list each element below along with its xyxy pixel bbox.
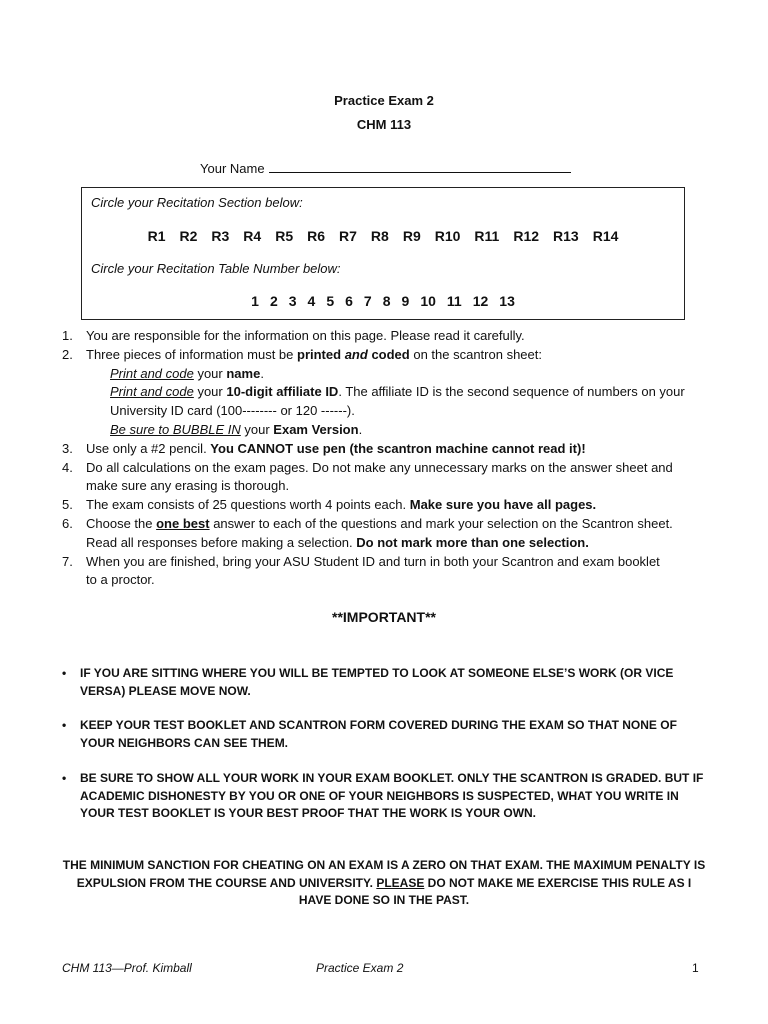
section-label: Circle your Recitation Section below:	[91, 195, 303, 210]
recitation-section-option[interactable]: R1	[147, 228, 166, 244]
instruction-item: 5. The exam consists of 25 questions worth 4 points each. Make sure you have all pages.	[62, 497, 597, 513]
course-code: CHM 113	[356, 117, 412, 132]
recitation-section-option[interactable]: R2	[179, 228, 198, 244]
recitation-section-option[interactable]: R9	[402, 228, 421, 244]
recitation-section-option[interactable]: R8	[370, 228, 389, 244]
instruction-subitem: Print and code your 10-digit affiliate ID. The affiliate ID is the second sequence of numbers on your University ID card (100-------- or 120 ------).	[110, 384, 685, 419]
instruction-subitem: Be sure to BUBBLE IN your Exam Version.	[110, 421, 363, 437]
recitation-table-option[interactable]: 6	[345, 293, 353, 309]
recitation-table-option[interactable]: 7	[363, 293, 372, 309]
recitation-section-option[interactable]: R10	[434, 228, 461, 244]
recitation-table-option[interactable]: 10	[420, 293, 436, 309]
recitation-table-option[interactable]: 2	[269, 293, 278, 309]
instruction-item: 3. Use only a #2 pencil. You CANNOT use pen (the scantron machine cannot read it)!	[62, 440, 586, 456]
footer-title: Practice Exam 2	[316, 961, 404, 975]
important-bullet: • IF YOU ARE SITTING WHERE YOU WILL BE TEMPTED TO LOOK AT SOMEONE ELSE’S WORK (OR VICE VERSA) PLEASE MOVE NOW.	[62, 666, 674, 698]
important-heading: **IMPORTANT**	[332, 609, 436, 625]
recitation-section-option[interactable]: R11	[474, 228, 500, 244]
name-row	[200, 160, 571, 176]
recitation-table-option[interactable]: 9	[401, 293, 410, 309]
name-label: Your Name	[200, 161, 265, 176]
instruction-item: 4. Do all calculations on the exam pages. Do not make any unnecessary marks on the answer sheet and make sure any erasing is thorough.	[62, 459, 673, 494]
instruction-item: 2. Three pieces of information must be printed and coded on the scantron sheet: Print and code your name. Print and code your 10-digit affiliate ID. The affiliate ID is the second sequence of numbers on your University ID card (100-------- or 120 ------). Be sure to BUBBLE IN your Exam Version.	[62, 346, 712, 440]
recitation-box	[81, 187, 685, 320]
table-label: Circle your Recitation Table Number below:	[91, 261, 341, 276]
recitation-section-option[interactable]: R13	[553, 228, 579, 244]
recitation-table-option[interactable]: 5	[326, 293, 335, 309]
recitation-table-option[interactable]: 12	[472, 293, 489, 309]
recitation-section-option[interactable]: R6	[307, 228, 326, 244]
recitation-section-option[interactable]: R14	[592, 228, 619, 244]
exam-title: Practice Exam 2	[334, 93, 434, 108]
recitation-table-option[interactable]: 13	[499, 293, 515, 309]
important-bullet: • KEEP YOUR TEST BOOKLET AND SCANTRON FORM COVERED DURING THE EXAM SO THAT NONE OF YOUR NEIGHBORS CAN SEE THEM.	[62, 718, 677, 750]
footer-course: CHM 113—Prof. Kimball	[62, 961, 192, 975]
recitation-table-option[interactable]: 3	[288, 293, 297, 309]
bullet-icon: •	[62, 718, 67, 732]
recitation-section-option[interactable]: R12	[513, 228, 540, 244]
bullet-icon: •	[62, 771, 67, 785]
section-list	[82, 228, 684, 244]
instruction-item: 7. When you are finished, bring your ASU Student ID and turn in both your Scantron and exam booklet to a proctor.	[62, 553, 660, 588]
recitation-section-option[interactable]: R5	[275, 228, 294, 244]
recitation-table-option[interactable]: 11	[446, 293, 462, 309]
recitation-section-option[interactable]: R7	[339, 228, 357, 244]
instruction-list	[62, 327, 712, 590]
instruction-item: 1. You are responsible for the information on this page. Please read it carefully.	[62, 328, 525, 343]
recitation-table-option[interactable]: 8	[382, 293, 391, 309]
recitation-table-option[interactable]: 4	[307, 293, 316, 309]
name-blank-line	[269, 160, 571, 173]
instruction-subitem: Print and code your name.	[110, 365, 264, 381]
page-number: 1	[692, 961, 699, 975]
recitation-section-option[interactable]: R4	[243, 228, 262, 244]
recitation-section-option[interactable]: R3	[211, 228, 230, 244]
table-list	[82, 293, 684, 309]
important-bullet: • BE SURE TO SHOW ALL YOUR WORK IN YOUR EXAM BOOKLET. ONLY THE SCANTRON IS GRADED. BUT IF ACADEMIC DISHONESTY BY YOU OR ONE OF YOUR NEIGHBORS IS SUSPECTED, WHAT YOU WRITE IN YOUR TEST BOOKLET IS YOUR BEST PROOF THAT THE WORK IS YOUR OWN.	[62, 771, 704, 820]
instruction-item: 6. Choose the one best answer to each of the questions and mark your selection on the Scantron sheet. Read all responses before making a selection. Do not mark more than one selection.	[62, 515, 673, 550]
sanction-notice: THE MINIMUM SANCTION FOR CHEATING ON AN EXAM IS A ZERO ON THAT EXAM. THE MAXIMUM PENALTY IS EXPULSION FROM THE COURSE AND UNIVERSITY. PLEASE DO NOT MAKE ME EXERCISE THIS RULE AS I HAVE DONE SO IN THE PAST.	[62, 858, 706, 907]
recitation-table-option[interactable]: 1	[251, 293, 259, 309]
bullet-icon: •	[62, 666, 67, 680]
